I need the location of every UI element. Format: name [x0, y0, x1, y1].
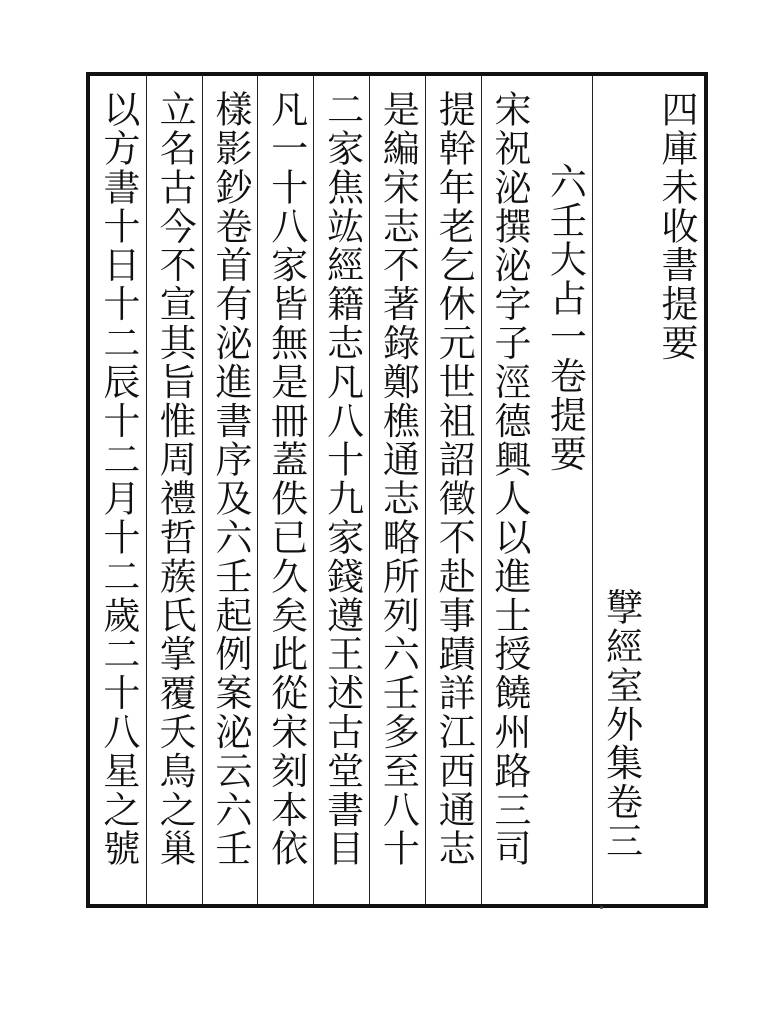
text-column [425, 76, 481, 904]
text-line-3: 是編宋志不著錄鄭樵通志略所列六壬多至八十 [376, 90, 420, 868]
text-line-2: 提幹年老乞休元世祖詔徵不赴事蹟詳江西通志 [432, 90, 476, 868]
text-column [146, 76, 202, 904]
book-series-title: 四庫未收書提要 [654, 90, 698, 363]
header-column [648, 76, 704, 904]
text-column [202, 76, 258, 904]
book-title: 六壬大占一卷提要 [543, 162, 587, 474]
source-title: 孼經室外集卷三 [599, 587, 643, 860]
text-column [90, 76, 146, 904]
text-line-6: 樣影鈔卷首有泌進書序及六壬起例案泌云六壬 [208, 90, 252, 868]
text-line-1: 宋祝泌撰泌字子涇德興人以進士授饒州路三司 [488, 90, 532, 868]
text-column [481, 76, 537, 904]
source-column [592, 76, 648, 904]
text-column [369, 76, 425, 904]
page-frame [86, 72, 708, 908]
text-line-7: 立名古今不宣其旨惟周禮哲蔟氏掌覆夭鳥之巢 [153, 90, 197, 868]
book-title-column [537, 76, 593, 904]
text-line-8: 以方書十日十二辰十二月十二歲二十八星之號 [96, 90, 140, 868]
scan-speck [600, 906, 603, 909]
text-line-5: 凡一十八家皆無是冊蓋佚已久矣此從宋刻本依 [264, 90, 308, 868]
text-column [257, 76, 313, 904]
text-line-4: 二家焦竑經籍志凡八十九家錢遵王述古堂書目 [320, 90, 364, 868]
text-column [313, 76, 369, 904]
